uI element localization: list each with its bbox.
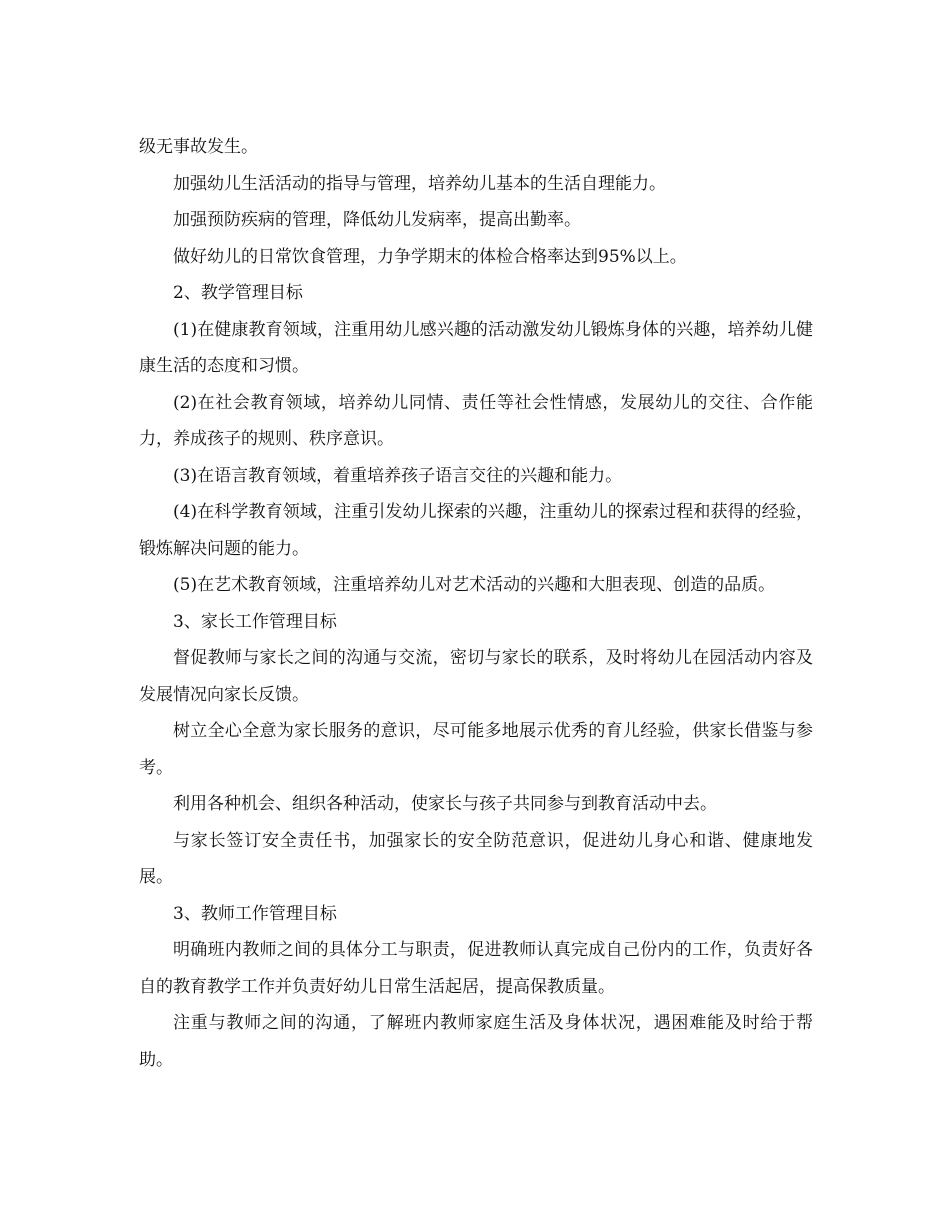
paragraph-parent-communication: 督促教师与家长之间的沟通与交流，密切与家长的联系，及时将幼儿在园活动内容及发展情况向家长反馈。 (139, 648, 813, 705)
paragraph-parent-safety: 与家长签订安全责任书，加强家长的安全防范意识，促进幼儿身心和谐、健康地发展。 (139, 830, 813, 887)
paragraph-health-education: (1)在健康教育领域，注重用幼儿感兴趣的活动激发幼儿锻炼身体的兴趣，培养幼儿健康生活的态度和习惯。 (139, 319, 813, 376)
section-heading-teaching: 2、教学管理目标 (173, 283, 303, 303)
paragraph-parent-activities: 利用各种机会、组织各种活动，使家长与孩子共同参与到教育活动中去。 (173, 794, 717, 814)
paragraph-social-education: (2)在社会教育领域，培养幼儿同情、责任等社会性情感，发展幼儿的交往、合作能力，养成孩子的规则、秩序意识。 (139, 392, 813, 449)
section-heading-teachers: 3、教师工作管理目标 (173, 903, 337, 924)
paragraph-science-education: (4)在科学教育领域，注重引发幼儿探索的兴趣，注重幼儿的探索过程和获得的经验，锻炼解决问题的能力。 (139, 502, 813, 559)
paragraph-art-education: (5)在艺术教育领域，注重培养幼儿对艺术活动的兴趣和大胆表现、创造的品质。 (173, 575, 776, 595)
paragraph-teacher-duties: 明确班内教师之间的具体分工与职责，促进教师认真完成自己份内的工作，负责好各自的教育教学工作并负责好幼儿日常生活起居，提高保教质量。 (139, 940, 813, 997)
paragraph-parent-service: 树立全心全意为家长服务的意识，尽可能多地展示优秀的育儿经验，供家长借鉴与参考。 (139, 721, 813, 778)
paragraph-teacher-communication: 注重与教师之间的沟通，了解班内教师家庭生活及身体状况，遇困难能及时给于帮助。 (139, 1013, 813, 1070)
paragraph-continuation: 级无事故发生。 (139, 137, 258, 157)
document-body (139, 129, 813, 1078)
paragraph-disease-prevention: 加强预防疾病的管理，降低幼儿发病率，提高出勤率。 (173, 210, 581, 230)
paragraph-daily-care: 加强幼儿生活活动的指导与管理，培养幼儿基本的生活自理能力。 (173, 173, 666, 194)
paragraph-diet-management: 做好幼儿的日常饮食管理，力争学期末的体检合格率达到95%以上。 (173, 246, 687, 267)
paragraph-language-education: (3)在语言教育领域，着重培养孩子语言交往的兴趣和能力。 (173, 465, 623, 486)
section-heading-parents: 3、家长工作管理目标 (173, 611, 337, 632)
